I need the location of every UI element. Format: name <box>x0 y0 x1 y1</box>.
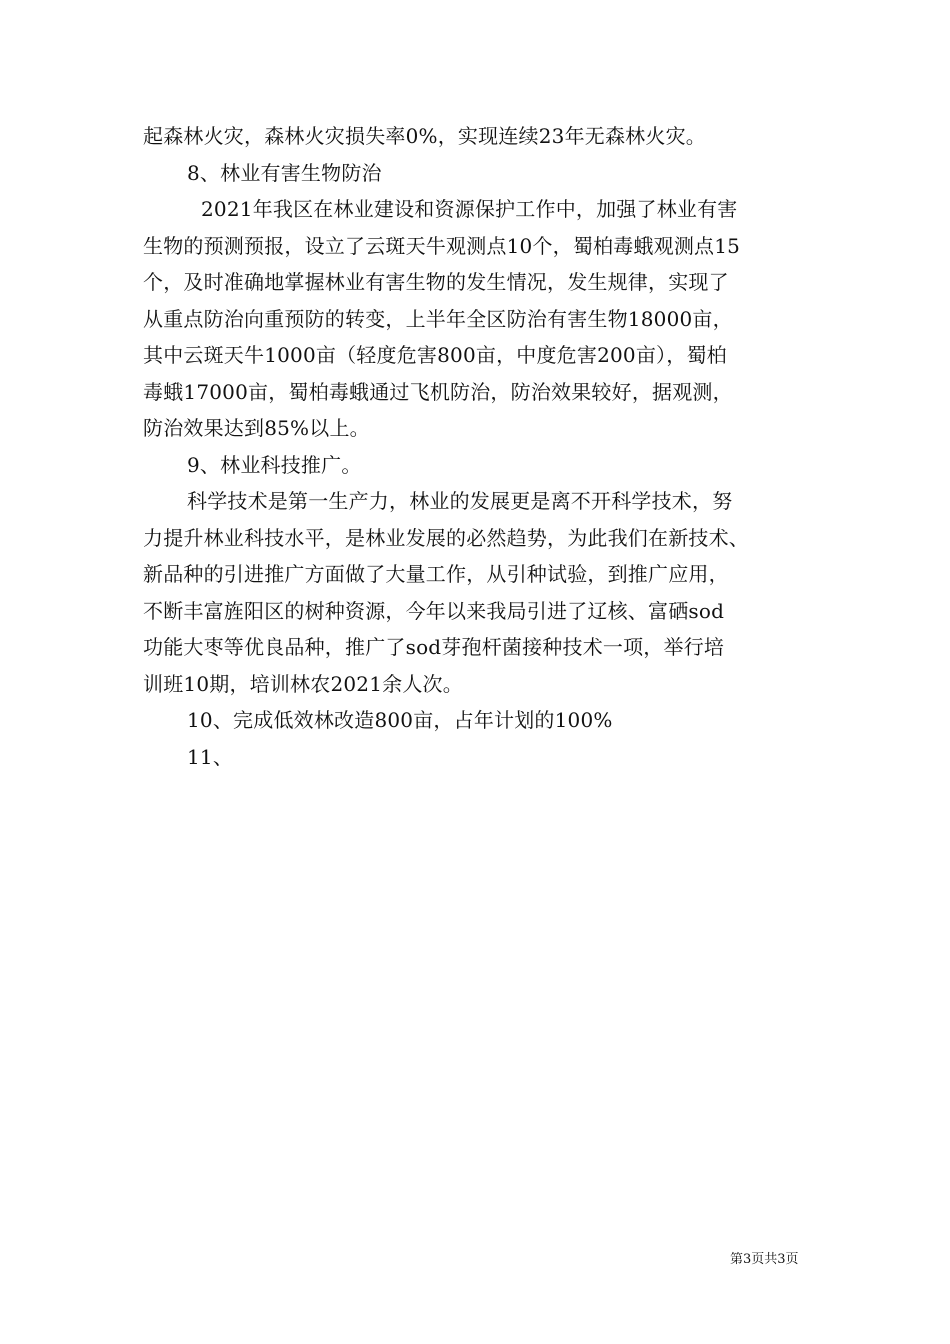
text-line: 10、完成低效林改造800亩，占年计划的100% <box>187 708 613 732</box>
text-line: 从重点防治向重预防的转变，上半年全区防治有害生物18000亩， <box>143 306 733 331</box>
section-heading: 11、 <box>187 744 234 769</box>
text-line: 功能大枣等优良品种，推广了sod芽孢杆菌接种技术一项，举行培 <box>143 635 725 659</box>
text-line: 起森林火灾，森林火灾损失率0%，实现连续23年无森林火灾。 <box>143 124 706 148</box>
text-line: 防治效果达到85%以上。 <box>143 416 370 440</box>
text-line: 力提升林业科技水平，是林业发展的必然趋势，为此我们在新技术、 <box>143 525 749 550</box>
document-body <box>143 118 813 775</box>
section-heading: 9、林业科技推广。 <box>187 452 362 477</box>
text-line: 生物的预测预报，设立了云斑天牛观测点10个，蜀柏毒蛾观测点15 <box>143 233 741 258</box>
text-line: 其中云斑天牛1000亩（轻度危害800亩，中度危害200亩），蜀柏 <box>143 343 727 367</box>
text-line: 不断丰富旌阳区的树种资源，今年以来我局引进了辽核、富硒sod <box>143 598 725 623</box>
page-number-footer: 第3页共3页 <box>730 1252 799 1267</box>
text-line: 个，及时准确地掌握林业有害生物的发生情况，发生规律，实现了 <box>143 270 729 294</box>
text-line: 毒蛾17000亩，蜀柏毒蛾通过飞机防治，防治效果较好，据观测， <box>143 379 733 404</box>
section-heading: 8、林业有害生物防治 <box>187 160 382 185</box>
text-line: 科学技术是第一生产力，林业的发展更是离不开科学技术，努 <box>187 489 733 513</box>
text-line: 训班10期，培训林农2021余人次。 <box>143 671 463 696</box>
text-line: 新品种的引进推广方面做了大量工作，从引种试验，到推广应用， <box>143 562 729 586</box>
text-line: 2021年我区在林业建设和资源保护工作中，加强了林业有害 <box>201 197 738 221</box>
